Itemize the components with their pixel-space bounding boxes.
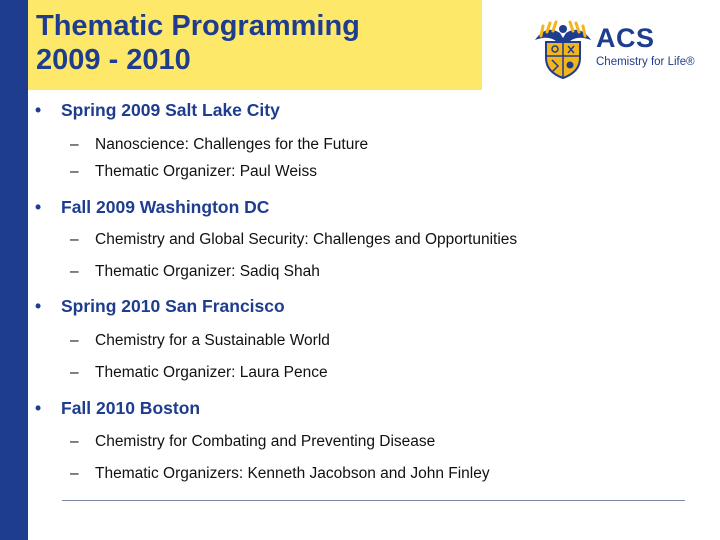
acs-wordmark: ACS [596, 23, 655, 53]
slide-title-line-1: Thematic Programming [36, 10, 360, 42]
dash-marker: – [70, 433, 79, 450]
sub-item [70, 162, 317, 182]
sub-item-text: Thematic Organizer: Laura Pence [95, 364, 328, 381]
slide-title-line-2: 2009 - 2010 [36, 44, 191, 76]
sub-item-text: Chemistry and Global Security: Challenges and Opportunities [95, 231, 518, 248]
section-heading [35, 99, 280, 121]
sub-item-text: Thematic Organizer: Sadiq Shah [95, 263, 320, 280]
sub-item [70, 331, 330, 351]
section-heading-text: Fall 2009 Washington DC [61, 197, 270, 217]
section-heading-text: Fall 2010 Boston [61, 398, 201, 418]
acs-tagline: Chemistry for Life® [596, 56, 695, 68]
dash-marker: – [70, 465, 79, 482]
sub-item [70, 363, 328, 383]
sub-item-text: Thematic Organizers: Kenneth Jacobson and John Finley [95, 465, 490, 482]
sub-item [70, 135, 368, 155]
dash-marker: – [70, 364, 79, 381]
bullet-marker: • [35, 398, 42, 418]
dash-marker: – [70, 263, 79, 280]
dash-marker: – [70, 231, 79, 248]
sub-item [70, 432, 435, 452]
bullet-marker: • [35, 296, 42, 316]
sub-item-text: Thematic Organizer: Paul Weiss [95, 163, 317, 180]
dash-marker: – [70, 136, 79, 153]
section-heading-text: Spring 2009 Salt Lake City [61, 100, 280, 120]
section-heading-text: Spring 2010 San Francisco [61, 296, 285, 316]
dash-marker: – [70, 332, 79, 349]
sub-item [70, 262, 320, 282]
sub-item [70, 230, 517, 250]
section-heading [35, 196, 269, 218]
bullet-marker: • [35, 197, 42, 217]
section-heading [35, 295, 285, 317]
sub-item-text: Chemistry for a Sustainable World [95, 332, 330, 349]
dash-marker: – [70, 163, 79, 180]
sub-item-text: Chemistry for Combating and Preventing Disease [95, 433, 436, 450]
bullet-marker: • [35, 100, 42, 120]
sub-item-text: Nanoscience: Challenges for the Future [95, 136, 369, 153]
section-heading [35, 397, 200, 419]
sub-item [70, 464, 490, 484]
footer-divider [62, 500, 685, 501]
